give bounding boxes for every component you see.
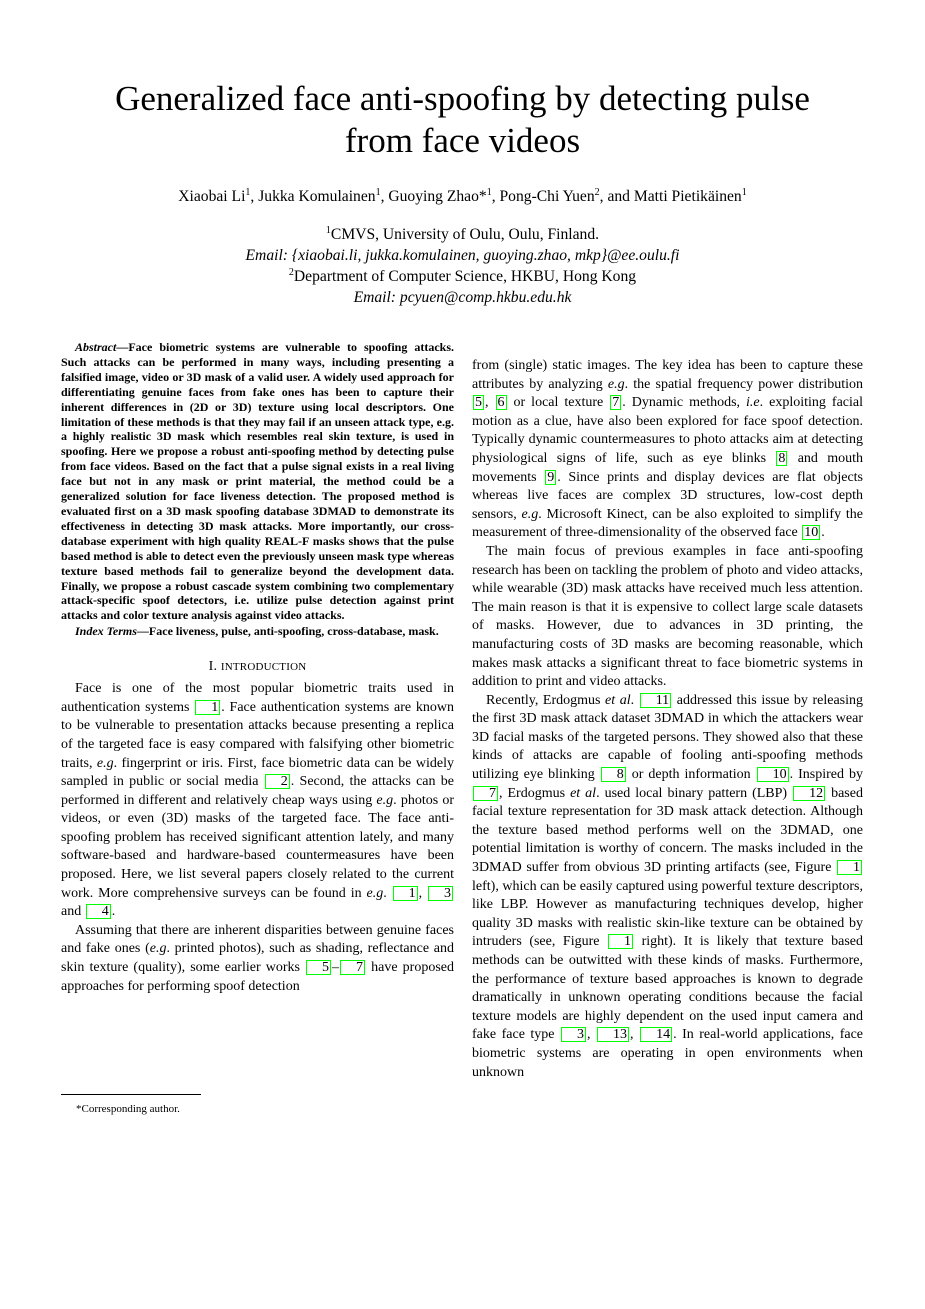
text-run: . used local binary pattern (LBP): [596, 785, 793, 801]
abstract-text: —Face biometric systems are vulnerable to spoofing attacks. Such attacks can be performed in many ways, including presenting a falsified image, video or 3D mask of a valid user. A widely used approach for differentiating genuine faces from fake ones has been to capture their inherent differences in (2D or 3D) texture using local descriptors. One limitation of these methods is that they may fail if an unseen attack type, e.g. a highly realistic 3D mask which resembles real skin texture, is used in spoofing. Here we propose a robust anti-spoofing method by detecting pulse from face videos. Based on the fact that a pulse signal exists in a real living face but not in any mask or print material, the method could be a generalized solution for face liveness detection. The proposed method is evaluated first on a 3D mask spoofing database 3DMAD to demonstrate its effectiveness in detecting 3D mask attacks. More importantly, our cross-database experiment with high quality REAL-F masks shows that the pulse based method is able to detect even the previously unseen mask type whereas texture based methods fail to generalize beyond the development data. Finally, we propose a robust cascade system combining two complementary attack-specific spoof detectors, i.e. utilize pulse detection against print attacks and color texture analysis against video attacks.: [61, 340, 454, 623]
affiliation-1-text: CMVS, University of Oulu, Oulu, Finland.: [330, 226, 600, 243]
citation-link[interactable]: 7: [473, 786, 498, 801]
abstract-label: Abstract: [75, 340, 117, 354]
paper-title: [60, 78, 865, 162]
text-run: . Dynamic methods,: [622, 395, 747, 411]
right-body: [472, 357, 863, 1082]
body-paragraph: [472, 357, 863, 543]
italic-text: e.g: [376, 792, 394, 808]
text-run: and: [61, 904, 85, 920]
author-name: Pong-Chi Yuen: [499, 188, 595, 205]
affiliation-2-text: Department of Computer Science, HKBU, Hong Kong: [293, 268, 637, 285]
text-run: .: [630, 692, 639, 708]
text-run: . the spatial frequency power distribution: [624, 376, 863, 392]
text-run: ,: [630, 1027, 640, 1043]
text-run: from (single) static images. The key idea has been to capture these attributes by analyzing: [472, 358, 863, 392]
text-run: .: [383, 885, 392, 901]
text-run: right). It is likely that texture based methods can be outwitted with these kinds of masks. Furthermore, the performance of texture based approaches is known to degrade dramatically in unknown operating conditions because the facial texture models are highly dependent on the used input camera and fake face type: [472, 934, 863, 1043]
text-run: . Second, the attacks can be performed in different and relatively cheap ways using: [61, 774, 455, 808]
author-affiliation-marker: 1: [245, 186, 251, 198]
author-name: Jukka Komulainen: [258, 188, 376, 205]
text-run: , Erdogmus: [499, 785, 571, 801]
citation-link[interactable]: 1: [837, 860, 862, 875]
citation-link[interactable]: 1: [608, 934, 633, 949]
italic-text: i.e: [746, 395, 760, 411]
text-run: .: [111, 904, 116, 920]
left-column: [61, 340, 454, 996]
title-line-1: Generalized face anti-spoofing by detecting pulse: [115, 79, 810, 118]
citation-link[interactable]: 3: [428, 886, 453, 901]
right-column: [472, 357, 863, 1082]
citation-link[interactable]: 13: [597, 1027, 629, 1042]
citation-link[interactable]: 6: [497, 395, 505, 411]
section-title: INTRODUCTION: [220, 661, 307, 674]
citation-link[interactable]: 5: [306, 960, 331, 975]
author-affiliation-marker: 2: [594, 186, 600, 198]
author-separator: ,: [250, 188, 259, 205]
author-name: Guoying Zhao*: [388, 188, 487, 205]
text-run: . fingerprint or iris. First, face biometric data can be widely sampled in public or social media: [61, 755, 454, 790]
citation-link[interactable]: 10: [757, 767, 789, 782]
italic-text: e.g: [607, 376, 625, 392]
email-1: Email: {xiaobai.li, jukka.komulainen, guoying.zhao, mkp}@ee.oulu.fi: [245, 247, 680, 264]
italic-text: e.g: [521, 506, 539, 522]
index-terms: [61, 624, 454, 639]
text-run: ,: [418, 885, 428, 901]
text-run: or depth information: [626, 767, 756, 783]
index-terms-label: Index Terms: [75, 624, 137, 639]
text-run: addressed this issue by releasing the first 3D mask attack dataset 3DMAD in which the attackers wear 3D facial masks of the targeted persons. They showed also that these kinds of attacks are capable of fooling anti-spoofing methods utilizing eye blinking: [472, 692, 864, 783]
author-separator: ,: [380, 188, 389, 205]
text-run: Assuming that there are inherent disparities between genuine faces and fake ones (: [61, 922, 454, 957]
text-run: . In real-world applications, face biometric systems are operating in open environments when unknown: [472, 1027, 864, 1080]
body-paragraph: [472, 543, 863, 692]
text-run: . Since prints and display devices are flat objects whereas live faces are complex 3D structures, low-cost depth sensors,: [472, 469, 863, 522]
citation-link[interactable]: 9: [547, 469, 555, 485]
text-run: . Inspired by: [789, 767, 863, 783]
text-run: . Microsoft Kinect, can be also exploited to simplify the measurement of three-dimensionality of the observed face: [472, 506, 863, 541]
affiliation-1: [60, 224, 865, 245]
citation-link[interactable]: 1: [195, 700, 220, 715]
text-run: Recently, Erdogmus: [486, 692, 606, 708]
author-affiliation-marker: 1: [741, 186, 747, 198]
text-run: .: [821, 525, 825, 541]
affiliation-1-marker: 1: [325, 224, 331, 236]
citation-link[interactable]: 8: [778, 450, 786, 466]
affiliation-2: [60, 266, 865, 287]
body-paragraph: [61, 680, 454, 922]
text-run: –: [332, 960, 340, 976]
body-paragraph: [61, 922, 454, 996]
text-run: have proposed approaches for performing spoof detection: [61, 960, 454, 994]
citation-link[interactable]: 1: [393, 886, 418, 901]
author-separator: , and: [599, 188, 634, 205]
citation-link[interactable]: 10: [804, 525, 819, 541]
italic-text: e.g: [96, 755, 114, 771]
body-paragraph: [472, 692, 863, 1082]
citation-link[interactable]: 7: [340, 960, 365, 975]
italic-text: e.g: [149, 941, 167, 957]
text-run: based facial texture representation for 3D mask attack detection. Although the texture based method performs well on the 3DMAD, one potential limitation is worthy of concern. The masks included in the 3DMAD suffer from obvious 3D printing artifacts (see, Figure: [472, 785, 863, 876]
text-run: or local texture: [507, 395, 610, 411]
author-name: Xiaobai Li: [178, 188, 246, 205]
citation-link[interactable]: 2: [265, 774, 290, 789]
title-line-2: from face videos: [344, 121, 581, 160]
author-affiliation-marker: 1: [375, 186, 381, 198]
citation-link[interactable]: 12: [793, 786, 825, 801]
citation-link[interactable]: 7: [612, 395, 620, 411]
citation-link[interactable]: 5: [475, 395, 482, 411]
citation-link[interactable]: 8: [601, 767, 626, 782]
text-run: . photos or videos, or even (3D) masks of the targeted face. The face anti-spoofing problem has received significant attention lately, and many software-based and hardware-based countermeasures have been proposed. Here, we list several papers closely related to the current work. More comprehensive surveys can be found in: [61, 792, 455, 901]
text-run: . exploiting facial motion as a clue, have also been explored for face spoof detection. Typically dynamic countermeasures to photo attacks aim at detecting physiological signs of life, such as eye blinks: [472, 395, 863, 466]
text-run: ,: [587, 1027, 597, 1043]
italic-text: e.g: [366, 885, 384, 901]
text-run: and mouth movements: [472, 450, 863, 485]
footnote-rule: [61, 1094, 201, 1095]
citation-link[interactable]: 14: [640, 1027, 672, 1042]
citation-link[interactable]: 4: [86, 904, 111, 919]
author-list: [60, 186, 865, 208]
index-terms-text: —Face liveness, pulse, anti-spoofing, cross-database, mask.: [136, 624, 439, 639]
abstract: [61, 340, 454, 623]
section-heading-introduction: [61, 658, 454, 676]
italic-text: et al: [605, 692, 631, 708]
text-run: . printed photos), such as shading, reflectance and skin texture (quality), some earlier works: [61, 941, 454, 976]
text-run: ,: [485, 395, 495, 411]
citation-link[interactable]: 11: [640, 693, 671, 708]
text-run: left), which can be easily captured using powerful texture descriptors, like LBP. However as manufacturing techniques develop, higher quality 3D masks with realistic skin-like texture can be obtained by intruders (see, Figure: [472, 878, 863, 950]
affiliations: [60, 224, 865, 308]
author-name: Matti Pietikäinen: [633, 188, 742, 205]
text-run: Face is one of the most popular biometric traits used in authentication systems: [61, 681, 454, 715]
text-run: The main focus of previous examples in face anti-spoofing research has been on tackling the problem of photo and video attacks, while wearable (3D) mask attacks have received much less attention. The main reason is that it is expensive to collect large scale datasets of masks. However, due to advances in 3D printing, the manufacturing costs of 3D masks are becoming reasonable, which makes mask attacks a significant threat to face biometric systems in addition to print and video attacks.: [472, 543, 863, 690]
author-separator: ,: [491, 188, 500, 205]
text-run: . Face authentication systems are known to be vulnerable to presentation attacks because presenting a replica of the targeted face is easy compared with falsifying other biometric traits,: [61, 699, 454, 771]
affiliation-2-marker: 2: [288, 266, 294, 278]
author-affiliation-marker: 1: [486, 186, 492, 198]
italic-text: et al: [570, 785, 597, 801]
section-number: I.: [208, 659, 218, 675]
citation-link[interactable]: 3: [561, 1027, 586, 1042]
email-2: Email: pcyuen@comp.hkbu.edu.hk: [353, 289, 572, 306]
left-body: [61, 680, 454, 996]
footnote: *Corresponding author.: [76, 1103, 180, 1115]
